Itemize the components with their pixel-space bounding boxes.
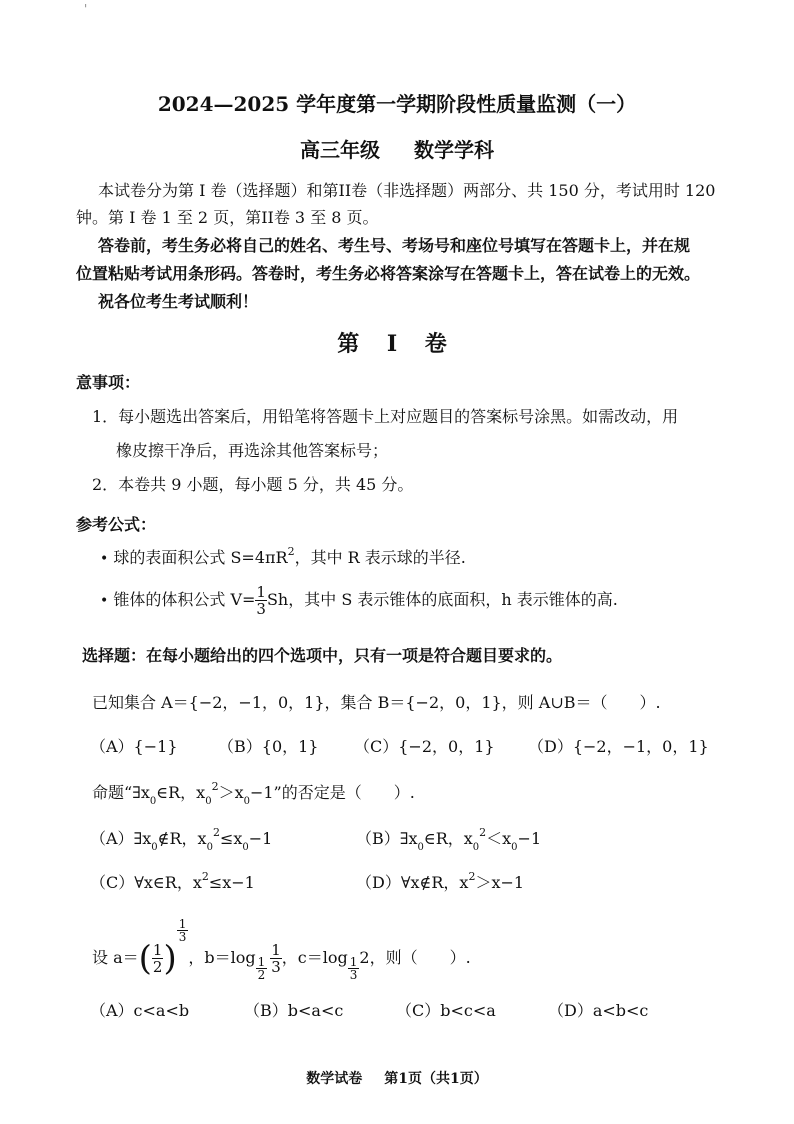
note-1-line-2: 橡皮擦干净后，再选涂其他答案标号； <box>116 441 389 460</box>
note-1-line-1: 1．每小题选出答案后，用铅笔将答题卡上对应题目的答案标号涂黑。如需改动，用 <box>92 407 679 426</box>
formulas-heading: 参考公式： <box>76 515 157 534</box>
q2-option-a-text: −1 <box>248 829 273 848</box>
formula-sphere-exponent: 2 <box>287 545 295 558</box>
intro-line-3: 答卷前，考生务必将自己的姓名、考生号、考场号和座位号填写在答题卡上，并在规 <box>98 236 691 255</box>
subscript: 0 <box>149 796 157 807</box>
intro-line-4: 位置粘贴考试用条形码。答卷时，考生务必将答案涂写在答题卡上，答在试卷上的无效。 <box>76 264 701 283</box>
subscript: 0 <box>472 842 480 853</box>
fraction-numerator: 1 <box>178 917 187 931</box>
fraction-one-third <box>255 584 267 617</box>
subscript: 0 <box>206 842 213 853</box>
question-3 <box>92 918 471 981</box>
note-2: 2．本卷共 9 小题，每小题 5 分，共 45 分。 <box>92 475 414 494</box>
q1-option-b: （B）{0，1} <box>218 737 319 756</box>
q3-text: ，c＝log <box>281 948 348 967</box>
intro-line-1: 本试卷分为第 I 卷（选择题）和第II卷（非选择题）两部分、共 150 分，考试用时 120 <box>98 181 716 200</box>
q2-option-a-text: （A）∃x <box>90 829 152 848</box>
question-1: 已知集合 A＝{−2，−1，0，1}，集合 B＝{−2，0，1}，则 A∪B＝（ ）. <box>92 693 661 712</box>
paren-close: ) <box>163 938 177 979</box>
q2-option-a-text: ≤x <box>219 829 243 848</box>
q2-text: ∈R，x <box>156 783 206 802</box>
q2-option-b-text: ＜x <box>486 829 512 848</box>
footer-page: 第1页（共1页） <box>384 1071 488 1087</box>
q2-option-d <box>356 870 524 893</box>
subscript: 0 <box>417 842 424 853</box>
q1-option-d: （D）{−2，−1，0，1} <box>528 737 709 756</box>
formula-sphere <box>100 545 466 568</box>
log-base-one-third <box>348 956 360 981</box>
fraction-denominator: 3 <box>256 600 266 618</box>
q2-option-a <box>90 826 272 853</box>
superscript: 2 <box>468 870 476 883</box>
fraction-denominator: 3 <box>349 968 358 982</box>
subscript: 0 <box>151 842 158 853</box>
q3-option-d: （D）a<b<c <box>548 1001 649 1020</box>
q2-option-c-text: ≤x−1 <box>208 873 255 892</box>
q2-option-b-text: ∈R，x <box>423 829 473 848</box>
exponent-one-third <box>177 918 189 943</box>
subscript: 0 <box>511 842 518 853</box>
q2-option-c-text: （C）∀x∈R，x <box>90 873 202 892</box>
intro-line-5: 祝各位考生考试顺利！ <box>98 292 259 311</box>
superscript: 2 <box>212 826 220 839</box>
q3-option-c: （C）b<c<a <box>396 1001 496 1020</box>
notes-heading: 意事项： <box>76 373 141 392</box>
q1-option-a: （A）{−1} <box>90 737 178 756</box>
fraction-one-half <box>152 942 164 975</box>
superscript: 2 <box>201 870 209 883</box>
q2-option-d-text: （D）∀x∉R，x <box>356 873 469 892</box>
formula-cone-text: 锥体的体积公式 V= <box>113 590 256 609</box>
page-footer <box>0 1068 794 1088</box>
q2-option-a-text: ∉R，x <box>157 829 207 848</box>
q3-text: 设 a＝ <box>92 948 139 967</box>
subscript: 0 <box>242 842 249 853</box>
formula-cone-desc: Sh，其中 S 表示锥体的底面积，h 表示锥体的高. <box>266 590 618 609</box>
subject-label: 数学学科 <box>414 138 494 162</box>
fraction-numerator: 1 <box>271 941 281 959</box>
intro-line-2: 钟。第 I 卷 1 至 2 页，第II卷 3 至 8 页。 <box>76 208 379 227</box>
subscript: 0 <box>205 796 212 807</box>
formula-sphere-desc: ，其中 R 表示球的半径. <box>294 548 466 567</box>
bullet: • <box>100 593 109 609</box>
formula-cone <box>100 584 618 617</box>
q2-option-b <box>356 826 541 853</box>
fraction-one-third <box>270 942 282 975</box>
top-mark: ' <box>84 2 88 16</box>
q2-option-b-text: （B）∃x <box>356 829 418 848</box>
section-title: 第 I 卷 <box>337 331 457 357</box>
grade-label: 高三年级 <box>300 138 380 162</box>
formula-sphere-text: 球的表面积公式 S=4πR <box>113 548 288 567</box>
exam-subtitle <box>0 134 794 163</box>
fraction-denominator: 2 <box>257 968 266 982</box>
fraction-numerator: 1 <box>257 955 266 969</box>
log-base-one-half <box>256 956 268 981</box>
question-2 <box>92 780 415 807</box>
q3-option-a: （A）c<a<b <box>90 1001 190 1020</box>
fraction-denominator: 2 <box>152 958 163 976</box>
q3-text: 2，则（ ）. <box>359 948 471 967</box>
q2-text: ＞x <box>218 783 244 802</box>
q2-text: −1”的否定是（ ）. <box>249 783 415 802</box>
q2-option-d-text: ＞x−1 <box>475 873 525 892</box>
subscript: 0 <box>243 796 250 807</box>
exam-title: 2024—2025 学年度第一学期阶段性质量监测（一） <box>157 92 637 116</box>
q1-option-c: （C）{−2，0，1} <box>354 737 495 756</box>
superscript: 2 <box>211 780 219 793</box>
fraction-numerator: 1 <box>256 583 266 601</box>
bullet: • <box>100 551 109 567</box>
fraction-numerator: 1 <box>349 955 358 969</box>
choice-instruction: 选择题：在每小题给出的四个选项中，只有一项是符合题目要求的。 <box>82 646 563 665</box>
q3-text: ，b＝log <box>188 948 256 967</box>
q3-option-b: （B）b<a<c <box>244 1001 344 1020</box>
footer-subject: 数学试卷 <box>306 1071 363 1087</box>
q2-text: 命题“∃x <box>92 783 150 802</box>
fraction-denominator: 3 <box>178 930 187 944</box>
superscript: 2 <box>479 826 487 839</box>
fraction-denominator: 3 <box>271 958 281 976</box>
q2-option-c <box>90 870 255 893</box>
q2-option-b-text: −1 <box>517 829 542 848</box>
paren-open: ( <box>138 938 152 979</box>
fraction-numerator: 1 <box>152 941 163 959</box>
